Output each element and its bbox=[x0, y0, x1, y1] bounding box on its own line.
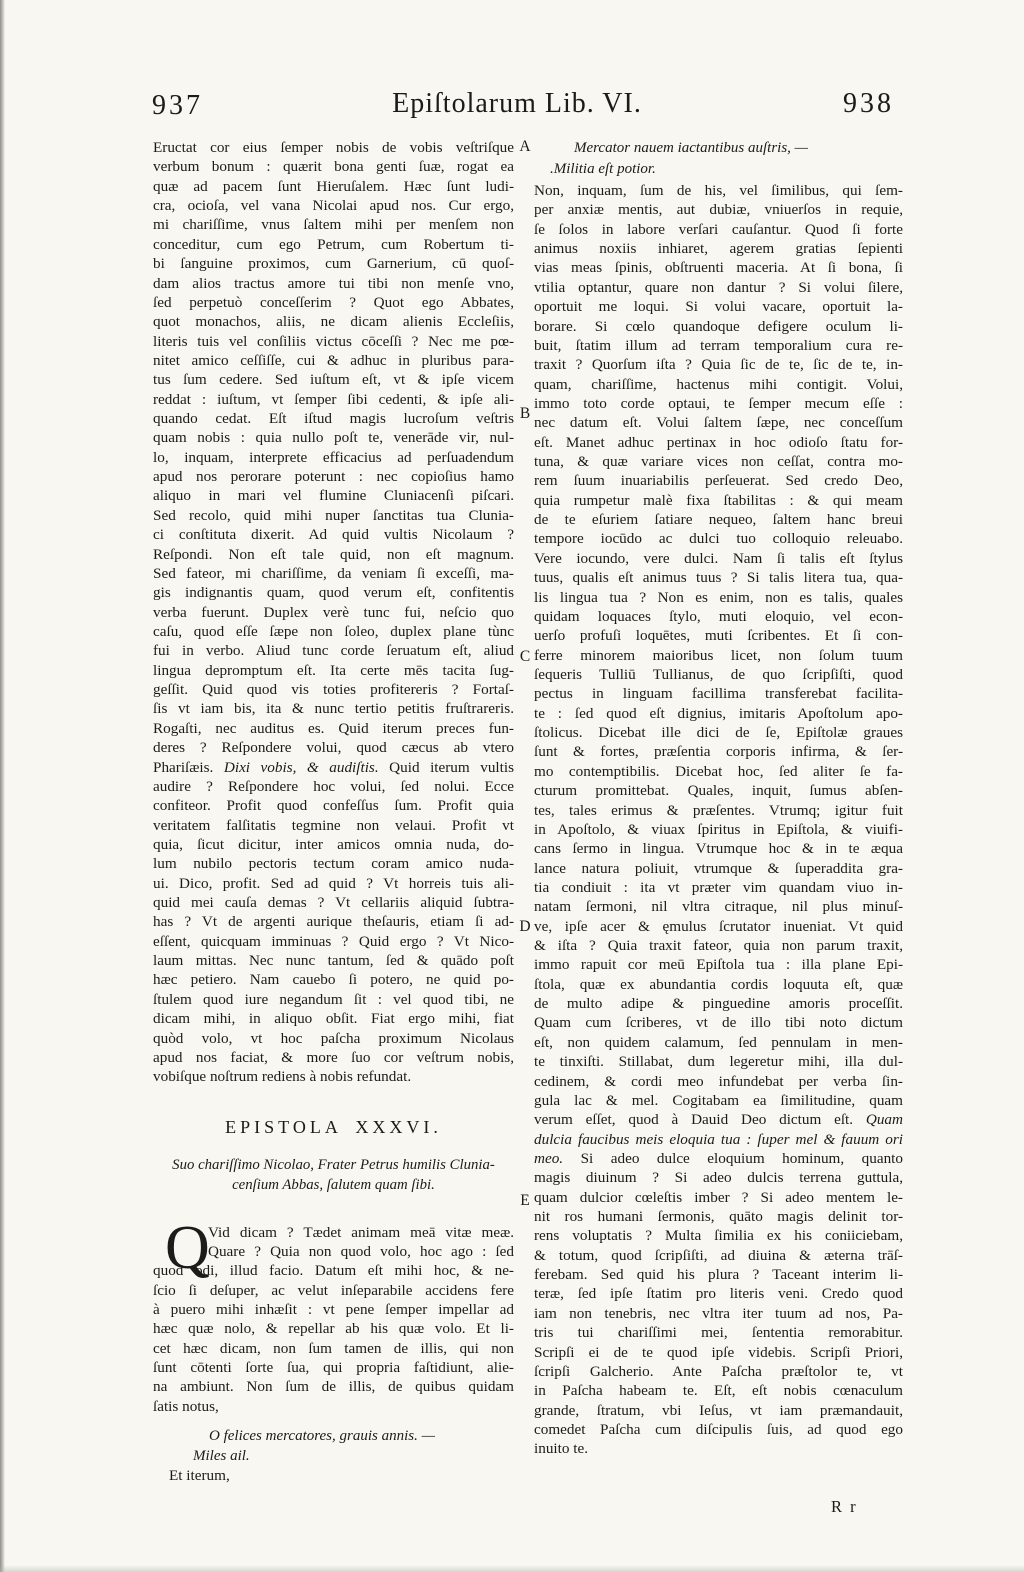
text-line: laum mittas. Nec nunc tantum, ſed & quādo poſt bbox=[153, 952, 514, 970]
text-line: immo toto corde optaui, te ſemper mecum eſſe : bbox=[534, 394, 903, 412]
text-line: dulcia faucibus meis eloquia tua : ſuper mel & fauum ori bbox=[534, 1130, 903, 1148]
text-line: quia, ſicut dicitur, inter amicos omnia nuda, do- bbox=[153, 835, 514, 853]
margin-section-letter-C: C bbox=[519, 648, 531, 665]
text-line: quam dulcior cœleſtis imber ? Si adeo mentem le- bbox=[534, 1188, 903, 1206]
text-line: Quare ? Quia non quod volo, hoc ago : ſed bbox=[208, 1242, 514, 1260]
text-line: lo, inquam, interprete efficacius ad perſuadendum bbox=[153, 448, 514, 466]
text-line: quidam loquaces ſtylo, muti eloquio, vel econ- bbox=[534, 607, 903, 625]
text-line: tes, tales erimus & præſentes. Vtrumq; igitur fuit bbox=[534, 801, 903, 819]
text-line: borare. Si cœlo quandoque defigere oculum li- bbox=[534, 317, 903, 335]
column-number-right: 938 bbox=[843, 88, 894, 119]
text-line: ui. Dico, profit. Sed ad quid ? Vt horreis tuis ali- bbox=[153, 874, 514, 892]
text-line: fui in verbo. Aliud tunc corde ſeruatum eſt, aliud bbox=[153, 642, 514, 660]
text-line: nitet amico ceſſiſſe, cui & adhuc in pluribus para- bbox=[153, 351, 514, 369]
text-line: nec datum eſt. Volui ſaltem ſæpe, nec conceſſum bbox=[534, 414, 903, 432]
text-line: ſtolicus. Dicebat ille dici de ſe, Epiſtolæ graues bbox=[534, 724, 903, 742]
text-line: cet hæc dicam, non ſum tamen de illis, qui non bbox=[153, 1339, 514, 1357]
text-line: lis lingua tua ? Non es enim, non es talis, quales bbox=[534, 588, 903, 606]
text-line: Non, inquam, ſum de his, vel ſimilibus, qui ſem- bbox=[534, 182, 903, 199]
text-line: magis diuinum ? Si adeo dulcis terrena guttula, bbox=[534, 1169, 903, 1187]
text-line: hæc quæ nolo, & repellar ab his quæ volo. Et li- bbox=[153, 1320, 514, 1338]
text-line: dam alios tractus amore tui tibi non menſe vno, bbox=[153, 274, 514, 292]
text-line: tris tui chariſſimi mei, ſententia remorabitur. bbox=[534, 1324, 903, 1342]
text-line: Phariſæis. Dixi vobis, & audiſtis. Quid iterum vultis bbox=[153, 758, 514, 776]
text-line: iam non tenebris, nec vltra iter tuum ad nos, Pa- bbox=[534, 1304, 903, 1322]
text-line: Vid dicam ? Tædet animam meā vitæ meæ. bbox=[208, 1223, 514, 1241]
text-line: cedinem, & cordi meo infundebat per verba ſin- bbox=[534, 1072, 903, 1090]
text-line: teræ, ſed ipſe ſtatim pro literis veni. Credo quod bbox=[534, 1285, 903, 1303]
text-line: gis indignantis quam, quod verum eſt, confitentis bbox=[153, 584, 514, 602]
text-line: deres ? Reſpondere volui, quod cæcus ab vtero bbox=[153, 739, 514, 757]
text-line: ci conſtituta dixerit. Ad quid vultis Nicolaum ? bbox=[153, 526, 514, 544]
text-line: grande, ſtratum, vbi Ieſus, vt iam præmandauit, bbox=[534, 1401, 903, 1419]
text-line: Suo chariſſimo Nicolao, Frater Petrus humilis Clunia- bbox=[172, 1156, 495, 1173]
text-line: conceditur, cum ego Petrum, cum Robertum ti- bbox=[153, 235, 514, 253]
verse-continuation-label: Et iterum, bbox=[169, 1467, 230, 1485]
text-line: in Apoſtolo, & viuax ſpiritus in Epiſtola, & viuifi- bbox=[534, 820, 903, 838]
margin-section-letter-B: B bbox=[519, 405, 531, 422]
text-line: ferre minorem maioribus licet, non ſolum tuum bbox=[534, 646, 903, 664]
text-line: te : ſed quod eſt dignius, imitaris Apoſtolum apo- bbox=[534, 704, 903, 722]
text-line: à puero mihi inhæſit : vt pene ſemper impellar ad bbox=[153, 1301, 514, 1319]
text-line: eſſent, quicquam imminuas ? Quid ergo ? Vt Nico- bbox=[153, 932, 514, 950]
text-line: ſequeris Tulliū Tullianus, de quo ſcripſiſti, quod bbox=[534, 665, 903, 683]
text-line: quam nobis : quia nullo poſt te, venerāde vir, nul- bbox=[153, 429, 514, 447]
text-line: Rogaſti, nec auditus es. Quid iterum preces fun- bbox=[153, 719, 514, 737]
epistola-36-heading: EPISTOLA XXXVI. bbox=[225, 1116, 442, 1137]
text-line: tuus, qualis eſt animus tuus ? Si talis litera tua, qua- bbox=[534, 569, 903, 587]
text-line: ſis vt iam bis, ita & nunc tertio petitis fruſtrareris. bbox=[153, 700, 514, 718]
text-line: Vere iocundo, vere dulci. Nam ſi talis eſt ſtylus bbox=[534, 549, 903, 567]
text-line: na ambiunt. Non ſum de illis, de quibus quidam bbox=[153, 1378, 514, 1396]
epistola-36-text-continued bbox=[534, 181, 903, 1459]
scan-edge-bottom bbox=[0, 1565, 1024, 1572]
epistola-36-salutation bbox=[153, 1155, 514, 1196]
scan-edge-left bbox=[0, 0, 5, 1572]
text-line: Mercator nauem iactantibus auſtris, — bbox=[574, 140, 809, 156]
dropcap-initial: Q bbox=[165, 1213, 210, 1282]
text-line: ſtulem quod iure negandum ſit : vel quod tibi, ne bbox=[153, 990, 514, 1008]
text-line: & iſta ? Quia traxit fateor, quia non parum traxit, bbox=[534, 937, 903, 955]
text-line: gula lac & mel. Cogitabam ea ſimilitudine, quam bbox=[534, 1091, 903, 1109]
text-line: audire ? Reſpondere hoc volui, ſed nolui. Ecce bbox=[153, 777, 514, 795]
text-line: uerſo profuſi loquētes, muti ſcribentes. Et ſi con- bbox=[534, 627, 903, 645]
text-line: de multo adipe & pinguedine amoris proceſſit. bbox=[534, 995, 903, 1013]
text-line: inuito te. bbox=[534, 1440, 588, 1458]
text-line: buit, ſtatim illum ad terram temporalium cura re- bbox=[534, 336, 903, 354]
epistola-35-text bbox=[153, 138, 514, 1087]
text-line: tempore iocūdo ac dulci tuo colloquio releuabo. bbox=[534, 530, 903, 548]
text-line: cturum promittebat. Quales, inquit, ſumus abſen- bbox=[534, 782, 903, 800]
text-line: traxit ? Quorſum iſta ? Quia ſic de te, ſic de te, in- bbox=[534, 356, 903, 374]
text-line: hæc petiero. Nam cauebo ſi potero, ne quid po- bbox=[153, 971, 514, 989]
text-line: quòd volo, vt hoc paſcha proximum Nicolaus bbox=[153, 1029, 514, 1047]
text-line: meo. Si adeo dulce eloquium hominum, quanto bbox=[534, 1149, 903, 1167]
text-line: Sed fateor, mi chariſſime, da veniam ſi exceſſi, ma- bbox=[153, 564, 514, 582]
gathering-signature: R r bbox=[831, 1496, 858, 1516]
text-line: quot monachos, aliis, ne dicam alienis Eccleſiis, bbox=[153, 313, 514, 331]
text-line: in Paſcha habeam te. Eſt, eſt nobis cœnaculum bbox=[534, 1382, 903, 1400]
text-line: Miles ail. bbox=[193, 1448, 250, 1465]
text-line: vias meas ſpinis, obſtruenti maceria. At ſi bona, ſi bbox=[534, 259, 903, 277]
text-line: has ? Vt de argenti aurique theſauris, etiam ſi ad- bbox=[153, 913, 514, 931]
text-line: mi chariſſime, vnus ſaltem mihi per menſem non bbox=[153, 216, 514, 234]
text-line: quia rumpetur malè fixa ſtabilitas : & qui meam bbox=[534, 491, 903, 509]
text-line: mo contemptibilis. Dicebat hoc, ſed aliter ſe fa- bbox=[534, 762, 903, 780]
text-line: quam, chariſſime, hactenus mihi contigit. Volui, bbox=[534, 375, 903, 393]
text-line: geſſit. Quid quod vis toties profitereris ? Fortaſ- bbox=[153, 681, 514, 699]
verse-quotation-right bbox=[534, 138, 903, 179]
verse-quotation-left bbox=[153, 1426, 514, 1466]
margin-section-letter-A: A bbox=[519, 138, 531, 155]
text-line: eſt, non quidem calamum, ſed pennulam in men- bbox=[534, 1033, 903, 1051]
text-line: te tinxiſti. Stillabat, dum legeretur mihi, illa dul- bbox=[534, 1053, 903, 1071]
text-line: ſcripſi Galcherio. Ante Paſcha præſtolor te, vt bbox=[534, 1362, 903, 1380]
margin-section-letter-E: E bbox=[520, 1192, 530, 1209]
text-line: Scripſi ei de te quod ipſe videbis. Scripſi Priori, bbox=[534, 1343, 903, 1361]
text-line: rens voluptatis ? Multa ſimilia ex his coniiciebam, bbox=[534, 1227, 903, 1245]
text-line: apud nos faciat, & more ſuo cor veſtrum nobis, bbox=[153, 1048, 514, 1066]
text-line: ſatis notus, bbox=[153, 1397, 219, 1415]
text-line: quod odi, illud facio. Datum eſt mihi hoc, & ne- bbox=[153, 1262, 514, 1280]
left-column bbox=[153, 138, 514, 1486]
text-line: bi ſanguine proximos, cum Garnerium, cū quoſ- bbox=[153, 255, 514, 273]
text-line: comedet Paſcha cum diſcipulis ſuis, ad quod ego bbox=[534, 1421, 903, 1438]
text-line: tuna, & quæ variare vices non ceſſat, contra mo- bbox=[534, 453, 903, 471]
text-line: O felices mercatores, grauis annis. — bbox=[209, 1428, 435, 1445]
text-line: lance natura poliuit, vtrumque & ſuperaddita gra- bbox=[534, 859, 903, 877]
text-line: verum eſſet, quod à Dauid Deo dictum eſt. Quam bbox=[534, 1111, 903, 1129]
text-line: veritatem falſitatis tegmine non velaui. Profit vt bbox=[153, 816, 514, 834]
text-line: per anxiæ mentis, aut dubiæ, vniuerſos in requie, bbox=[534, 201, 903, 219]
text-line: quid mei cauſa demas ? Vt cellariis aliquid ſubtra- bbox=[153, 894, 514, 912]
text-line: vobiſque noſtrum rediens à nobis refundat. bbox=[153, 1068, 412, 1086]
text-line: verba fuerunt. Duplex verè tunc fui, neſcio quo bbox=[153, 603, 514, 621]
text-line: verbum bonum : quærit bona genti ſuæ, rogat ea bbox=[153, 158, 514, 176]
text-line: dicam mihi, in aliquo obſit. Fiat ergo mihi, fiat bbox=[153, 1010, 514, 1028]
text-line: nit ros humani ſermonis, quāto magis delinit tor- bbox=[534, 1208, 903, 1226]
text-line: cra, ocioſa, vel vana Nicolai apud nos. Cur ergo, bbox=[153, 197, 514, 215]
text-line: ſed perpetuò conceſſerim ? Quot ego Abbates, bbox=[153, 293, 514, 311]
text-line: natam ſermoni, nil vltra citraque, nil plus minuſ- bbox=[534, 898, 903, 916]
text-line: ferebam. Sed quid his plura ? Taceant interim li- bbox=[534, 1266, 903, 1284]
text-line: apud nos perorare poterunt : nec copioſius hamo bbox=[153, 468, 514, 486]
text-line: reddat : iuſtum, vt ſemper ſibi cedenti, & ipſe ali- bbox=[153, 390, 514, 408]
text-line: ſunt & fortes, præſentia corporis infirma, & ſer- bbox=[534, 743, 903, 761]
text-line: Eructat cor eius ſemper nobis de vobis veſtriſque bbox=[153, 139, 514, 156]
text-line: animus noxiis inhiaret, agerem gratias ſepienti bbox=[534, 240, 903, 258]
text-line: lum nubilo pectoris tectum coram amico nuda- bbox=[153, 855, 514, 873]
text-line: rem ſuum inuariabilis perſeuerat. Sed credo Deo, bbox=[534, 472, 903, 490]
text-line: cans ſermo in lingua. Vtrumque hoc & in te æqua bbox=[534, 840, 903, 858]
text-line: tus ſum cedere. Sed iuſtum eſt, vt & ipſe vicem bbox=[153, 371, 514, 389]
running-title: Epiſtolarum Lib. VI. bbox=[392, 88, 642, 119]
text-line: cenſium Abbas, ſalutem quam ſibi. bbox=[232, 1177, 435, 1194]
text-line: quæ ad pacem ſunt Hieruſalem. Hæc ſunt ludi- bbox=[153, 177, 514, 195]
margin-section-letter-D: D bbox=[519, 918, 531, 935]
right-column bbox=[534, 138, 903, 1517]
text-line: lingua depromptum eſt. Ita certe mēs tacita ſug- bbox=[153, 661, 514, 679]
page-header bbox=[0, 88, 1024, 128]
text-line: ſcio ſi deſuper, ac velut inſeparabile accidens fere bbox=[153, 1281, 514, 1299]
text-line: ſe ſolos in labore verſari cauſantur. Quod ſi forte bbox=[534, 220, 903, 238]
text-line: vtilia optantur, quare non dantur ? Si volui ſilere, bbox=[534, 278, 903, 296]
column-number-left: 937 bbox=[152, 90, 203, 121]
text-line: Sed recolo, quid mihi nuper ſanctitas tua Clunia- bbox=[153, 506, 514, 524]
text-line: quando cedat. Eſt iſtud magis lucroſum veſtris bbox=[153, 410, 514, 428]
text-line: Reſpondi. Non eſt tale quid, non eſt magnum. bbox=[153, 545, 514, 563]
epistola-36-body bbox=[153, 1213, 514, 1417]
text-line: ve, ipſe acer & ęmulus ſcrutator inueniat. Vt quid bbox=[534, 917, 903, 935]
text-line: confiteor. Profit quod confeſſus ſum. Profit quia bbox=[153, 797, 514, 815]
text-line: immo rapuit cor meū Epiſtola tua : illa plane Epi- bbox=[534, 956, 903, 974]
text-line: tia condiuit : ita vt præter vim quandam viuo in- bbox=[534, 878, 903, 896]
text-line: pectus in linguam facillima transferebat facilita- bbox=[534, 685, 903, 703]
text-line: & totum, quod ſcripſiſti, ad diuina & æterna trāſ- bbox=[534, 1246, 903, 1264]
text-line: .Militia eſt potior. bbox=[550, 160, 656, 177]
text-line: literis tuis vel conſiliis victus cōceſſi ? Nec me pœ- bbox=[153, 332, 514, 350]
text-line: caſu, quod eſſe ſæpe non ſoleo, duplex plane tùnc bbox=[153, 622, 514, 640]
text-line: de te eſuriem ſatiare nequeo, ſaltem hanc breui bbox=[534, 511, 903, 529]
text-line: ſunt cōtenti ſorte ſua, qui propria faſtidiunt, alie- bbox=[153, 1359, 514, 1377]
text-line: oportuit me loqui. Si volui vacare, oportuit la- bbox=[534, 298, 903, 316]
text-line: Quam cum ſcriberes, vt de illo tibi noto dictum bbox=[534, 1014, 903, 1032]
text-line: eſt. Manet adhuc pertinax in hoc odioſo ſtatu for- bbox=[534, 433, 903, 451]
text-line: ſtola, quæ ex abundantia cordis loquuta eſt, quæ bbox=[534, 975, 903, 993]
text-line: aliquo in mari vel flumine Cluniacenſi piſcari. bbox=[153, 487, 514, 505]
